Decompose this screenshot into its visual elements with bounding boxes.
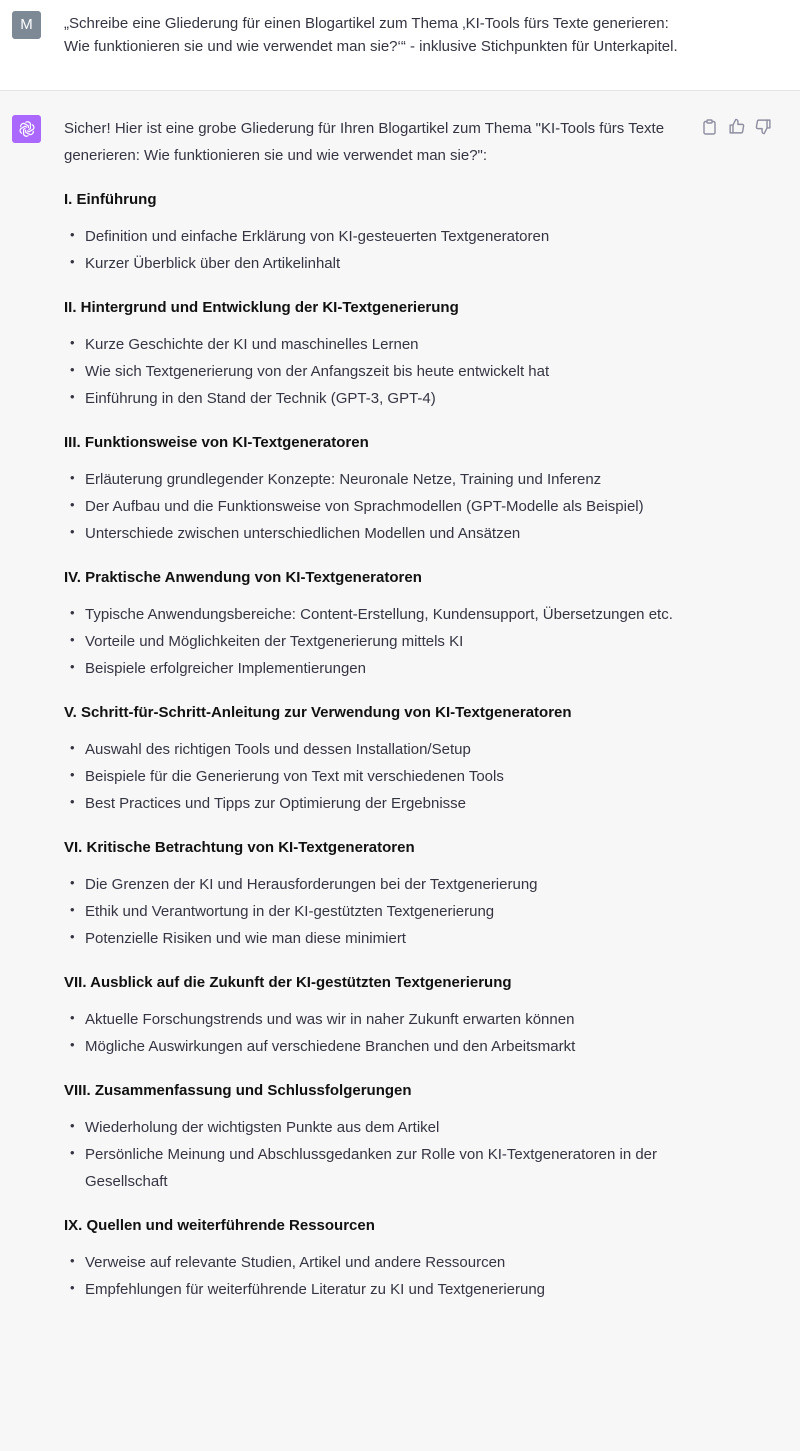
bullet-item: • Wiederholung der wichtigsten Punkte aus dem Artikel	[64, 1114, 704, 1141]
bullet-item: • Unterschiede zwischen unterschiedlichen Modellen und Ansätzen	[64, 520, 704, 547]
user-avatar: M	[12, 11, 41, 39]
bullet-item: • Beispiele für die Generierung von Text mit verschiedenen Tools	[64, 763, 704, 790]
bullet-item: • Ethik und Verantwortung in der KI-gestützten Textgenerierung	[64, 898, 704, 925]
bullet-item: • Beispiele erfolgreicher Implementierungen	[64, 655, 704, 682]
bullet-item: • Persönliche Meinung und Abschlussgedanken zur Rolle von KI-Textgeneratoren in der Gesellschaft	[64, 1141, 704, 1195]
bullet-item: • Typische Anwendungsbereiche: Content-Erstellung, Kundensupport, Übersetzungen etc.	[64, 601, 704, 628]
thumbs-up-icon[interactable]	[727, 117, 746, 136]
bullet-item: • Erläuterung grundlegender Konzepte: Neuronale Netze, Training und Inferenz	[64, 466, 704, 493]
section-heading: IX. Quellen und weiterführende Ressourcen	[64, 1217, 375, 1234]
section-heading: II. Hintergrund und Entwicklung der KI-Textgenerierung	[64, 299, 459, 316]
bullet-item: • Der Aufbau und die Funktionsweise von Sprachmodellen (GPT-Modelle als Beispiel)	[64, 493, 704, 520]
bullet-item: • Kurzer Überblick über den Artikelinhalt	[64, 250, 704, 277]
bullet-list	[64, 871, 704, 952]
bullet-item: • Die Grenzen der KI und Herausforderungen bei der Textgenerierung	[64, 871, 704, 898]
assistant-content	[64, 115, 704, 1303]
bullet-list	[64, 601, 704, 682]
section-heading: III. Funktionsweise von KI-Textgeneratoren	[64, 434, 369, 451]
user-message-text: „Schreibe eine Gliederung für einen Blogartikel zum Thema ‚KI-Tools fürs Texte generieren: Wie funktionieren sie und wie verwendet man sie?‘“ - inklusive Stichpunkten für Unterkapitel.	[64, 15, 678, 55]
bullet-item: • Definition und einfache Erklärung von KI-gesteuerten Textgeneratoren	[64, 223, 704, 250]
section-heading: VIII. Zusammenfassung und Schlussfolgerungen	[64, 1082, 412, 1099]
user-message	[0, 0, 800, 91]
bullet-item: • Empfehlungen für weiterführende Literatur zu KI und Textgenerierung	[64, 1276, 704, 1303]
bullet-item: • Einführung in den Stand der Technik (GPT-3, GPT-4)	[64, 385, 704, 412]
thumbs-down-icon[interactable]	[754, 117, 773, 136]
bullet-list	[64, 736, 704, 817]
section-heading: VII. Ausblick auf die Zukunft der KI-gestützten Textgenerierung	[64, 974, 512, 991]
bullet-item: • Mögliche Auswirkungen auf verschiedene Branchen und den Arbeitsmarkt	[64, 1033, 704, 1060]
section-heading: IV. Praktische Anwendung von KI-Textgeneratoren	[64, 569, 422, 586]
openai-logo-icon	[12, 115, 41, 143]
bullet-list	[64, 223, 704, 277]
outline-sections	[64, 188, 704, 1303]
bullet-item: • Auswahl des richtigen Tools und dessen Installation/Setup	[64, 736, 704, 763]
bullet-item: • Kurze Geschichte der KI und maschinelles Lernen	[64, 331, 704, 358]
bullet-item: • Wie sich Textgenerierung von der Anfangszeit bis heute entwickelt hat	[64, 358, 704, 385]
bullet-item: • Potenzielle Risiken und wie man diese minimiert	[64, 925, 704, 952]
section-heading: VI. Kritische Betrachtung von KI-Textgeneratoren	[64, 839, 415, 856]
bullet-item: • Best Practices und Tipps zur Optimierung der Ergebnisse	[64, 790, 704, 817]
bullet-item: • Aktuelle Forschungstrends und was wir in naher Zukunft erwarten können	[64, 1006, 704, 1033]
section-heading: V. Schritt-für-Schritt-Anleitung zur Verwendung von KI-Textgeneratoren	[64, 704, 572, 721]
section-heading: I. Einführung	[64, 191, 157, 208]
message-actions	[700, 117, 773, 136]
bullet-list	[64, 1114, 704, 1195]
bullet-item: • Verweise auf relevante Studien, Artikel und andere Ressourcen	[64, 1249, 704, 1276]
assistant-message	[0, 91, 800, 1451]
bullet-list	[64, 466, 704, 547]
intro-text: Sicher! Hier ist eine grobe Gliederung für Ihren Blogartikel zum Thema "KI-Tools fürs Texte generieren: Wie funktionieren sie und wie verwendet man sie?":	[64, 120, 665, 164]
bullet-item: • Vorteile und Möglichkeiten der Textgenerierung mittels KI	[64, 628, 704, 655]
bullet-list	[64, 1249, 704, 1303]
bullet-list	[64, 1006, 704, 1060]
bullet-list	[64, 331, 704, 412]
